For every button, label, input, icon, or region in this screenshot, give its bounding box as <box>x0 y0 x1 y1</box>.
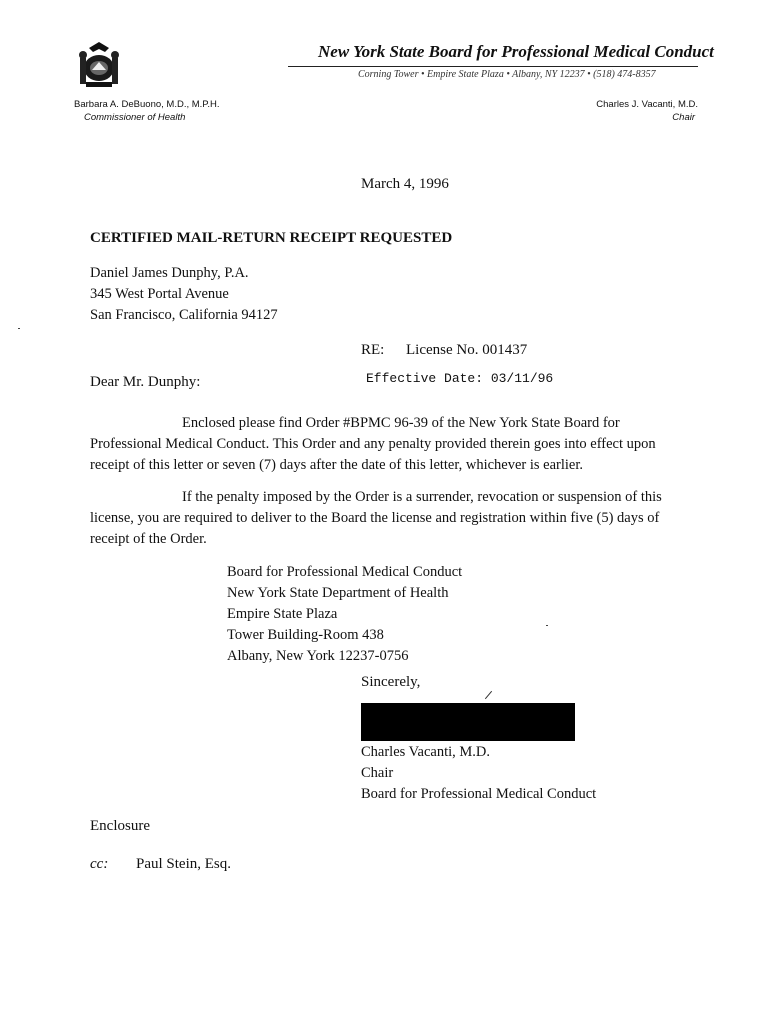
recipient-address <box>90 263 278 326</box>
scan-speck <box>546 625 548 626</box>
letterhead-address: Corning Tower • Empire State Plaza • Albany, NY 12237 • (518) 474-8357 <box>358 69 656 80</box>
redacted-signature <box>361 703 575 741</box>
paragraph-2-text: If the penalty imposed by the Order is a surrender, revocation or suspension of this license, you are required to deliver to the Board the license and registration within five (5) days of receipt of the Order. <box>90 489 662 547</box>
license-number: License No. 001437 <box>406 342 528 358</box>
board-address-line: Board for Professional Medical Conduct <box>227 564 463 580</box>
letter-date: March 4, 1996 <box>361 176 449 192</box>
commissioner-title: Commissioner of Health <box>84 112 186 123</box>
signer-name: Charles Vacanti, M.D. <box>361 744 490 760</box>
signature-block <box>361 742 596 805</box>
effective-date: Effective Date: 03/11/96 <box>366 371 554 386</box>
closing: Sincerely, <box>361 674 421 690</box>
commissioner-name: Barbara A. DeBuono, M.D., M.P.H. <box>74 99 220 110</box>
recipient-street: 345 West Portal Avenue <box>90 286 229 302</box>
board-address-line: Albany, New York 12237-0756 <box>227 648 409 664</box>
scan-speck <box>18 328 20 329</box>
cc-name: Paul Stein, Esq. <box>136 856 232 872</box>
paragraph-2 <box>90 487 680 550</box>
board-address <box>227 562 462 667</box>
letterhead-organization: New York State Board for Professional Medical Conduct <box>318 42 714 61</box>
board-address-line: Tower Building-Room 438 <box>227 627 384 643</box>
salutation: Dear Mr. Dunphy: <box>90 374 201 390</box>
enclosure-note: Enclosure <box>90 818 150 834</box>
signature-mark <box>485 691 492 699</box>
paragraph-1-text: Enclosed please find Order #BPMC 96-39 of the New York State Board for Professional Medical Conduct. This Order and any penalty provided therein goes into effect upon receipt of this letter or seven (7) days after the date of this letter, whichever is earlier. <box>90 415 656 473</box>
mail-notice: CERTIFIED MAIL-RETURN RECEIPT REQUESTED <box>90 230 453 246</box>
signer-org: Board for Professional Medical Conduct <box>361 786 597 802</box>
board-address-line: New York State Department of Health <box>227 585 449 601</box>
re-label: RE: <box>361 342 385 358</box>
board-address-line: Empire State Plaza <box>227 606 338 622</box>
recipient-city: San Francisco, California 94127 <box>90 307 278 323</box>
signer-title: Chair <box>361 765 394 781</box>
paragraph-1 <box>90 413 680 476</box>
cc-label: cc: <box>90 856 109 872</box>
recipient-name: Daniel James Dunphy, P.A. <box>90 265 249 281</box>
chair-name-header: Charles J. Vacanti, M.D. <box>596 99 698 110</box>
chair-title-header: Chair <box>672 112 695 123</box>
new-york-state-seal-icon <box>72 38 126 90</box>
letterhead-rule <box>288 66 698 67</box>
